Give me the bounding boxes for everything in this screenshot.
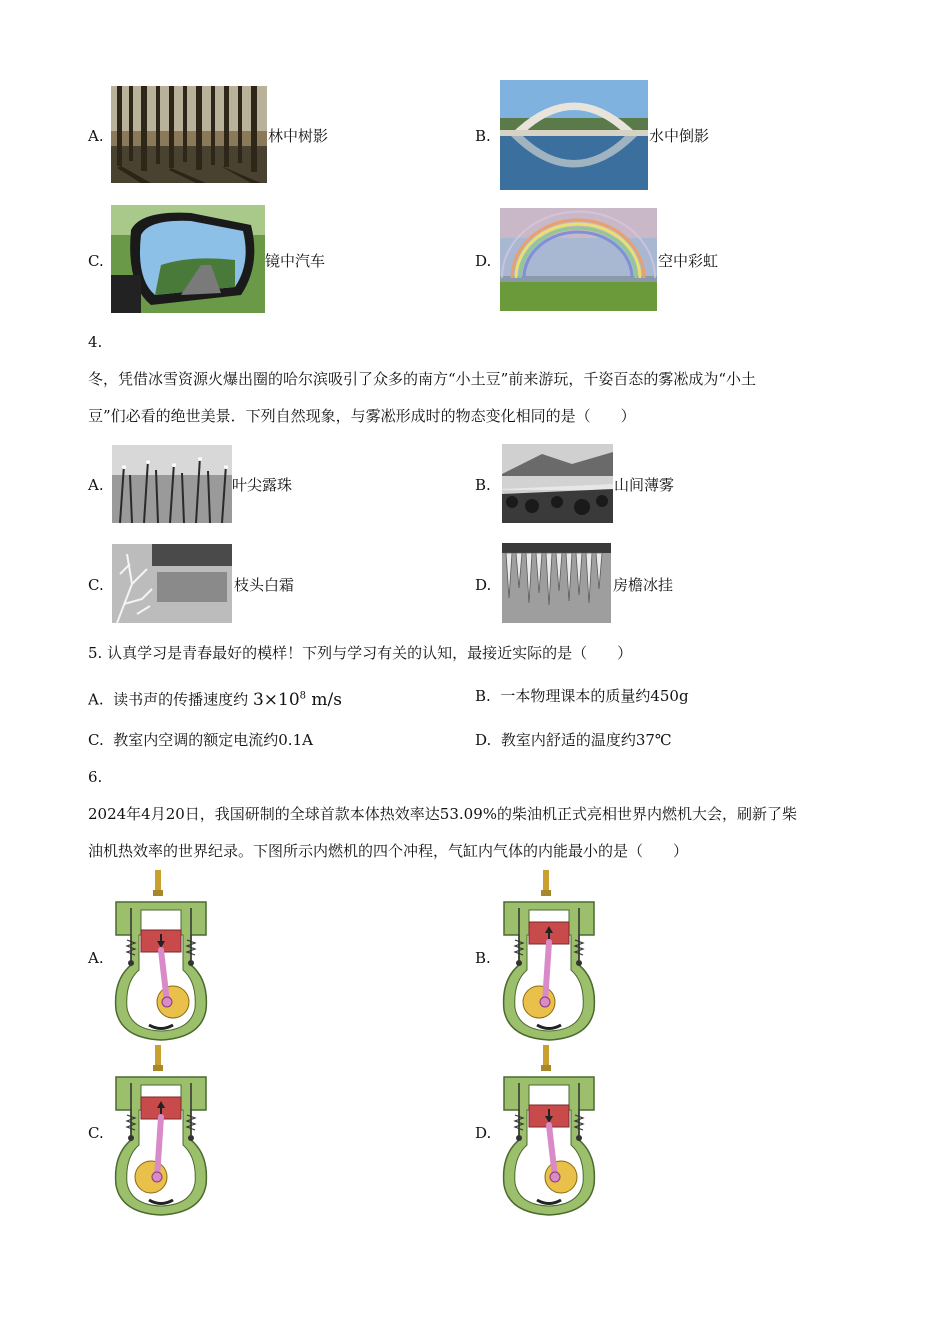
option-letter: B. <box>475 127 491 145</box>
question-number: 4. <box>88 333 103 351</box>
option-letter: A. <box>88 690 104 709</box>
option-caption: 空中彩虹 <box>658 252 719 270</box>
question-stem: 5. 认真学习是青春最好的模样！下列与学习有关的认知，最接近实际的是（ ） <box>88 644 633 662</box>
icicle-photo <box>502 543 611 623</box>
engine-stroke-diagram <box>111 1045 211 1217</box>
bridge-reflection-photo <box>500 80 648 190</box>
mist-photo <box>502 444 613 523</box>
option-letter: D. <box>475 1124 492 1142</box>
q5-option-a <box>88 686 342 710</box>
option-caption: 山间薄雾 <box>614 476 675 494</box>
option-caption: 林中树影 <box>268 127 329 145</box>
option-letter: C. <box>88 731 104 749</box>
option-caption: 叶尖露珠 <box>232 476 293 494</box>
option-letter: C. <box>88 576 104 594</box>
option-letter: C. <box>88 1124 104 1142</box>
option-letter: A. <box>88 949 104 967</box>
q5-option-c <box>88 730 313 750</box>
option-text: 教室内舒适的温度约37℃ <box>500 731 672 749</box>
option-letter: D. <box>475 252 492 270</box>
rainbow-photo <box>500 208 657 311</box>
question-stem: 豆”们必看的绝世美景．下列自然现象，与雾凇形成时的物态变化相同的是（ ） <box>88 407 636 425</box>
question-number: 6. <box>88 768 103 786</box>
frost-photo <box>112 544 232 623</box>
option-text: 一本物理课本的质量约450g <box>500 687 689 705</box>
question-stem: 冬，凭借冰雪资源火爆出圈的哈尔滨吸引了众多的南方“小土豆”前来游玩，千姿百态的雾凇成为“小土 <box>88 370 757 388</box>
option-letter: D. <box>475 731 492 749</box>
engine-stroke-diagram <box>111 870 211 1042</box>
option-letter: B. <box>475 476 491 494</box>
forest-shadow-photo <box>111 86 267 183</box>
option-letter: D. <box>475 576 492 594</box>
option-letter: A. <box>88 476 104 494</box>
option-letter: A. <box>88 127 104 145</box>
question-stem: 油机热效率的世界纪录。下图所示内燃机的四个冲程，气缸内气体的内能最小的是（ ） <box>88 842 689 860</box>
q5-option-b <box>475 686 689 706</box>
option-caption: 水中倒影 <box>649 127 710 145</box>
option-letter: B. <box>475 687 491 705</box>
car-mirror-photo <box>111 205 265 313</box>
question-stem: 2024年4月20日，我国研制的全球首款本体热效率达53.09%的柴油机正式亮相世界内燃机大会，刷新了柴 <box>88 805 798 823</box>
option-text: 教室内空调的额定电流约0.1A <box>113 731 313 749</box>
option-letter: B. <box>475 949 491 967</box>
math-value: $3\times 10^8$ m/s <box>252 689 343 710</box>
option-letter: C. <box>88 252 104 270</box>
q5-option-d <box>475 730 672 750</box>
engine-stroke-diagram <box>499 1045 599 1217</box>
option-caption: 房檐冰挂 <box>613 576 674 594</box>
engine-stroke-diagram <box>499 870 599 1042</box>
option-text: 读书声的传播速度约 <box>113 690 249 709</box>
option-caption: 镜中汽车 <box>265 252 326 270</box>
dew-photo <box>112 445 232 523</box>
option-caption: 枝头白霜 <box>234 576 295 594</box>
